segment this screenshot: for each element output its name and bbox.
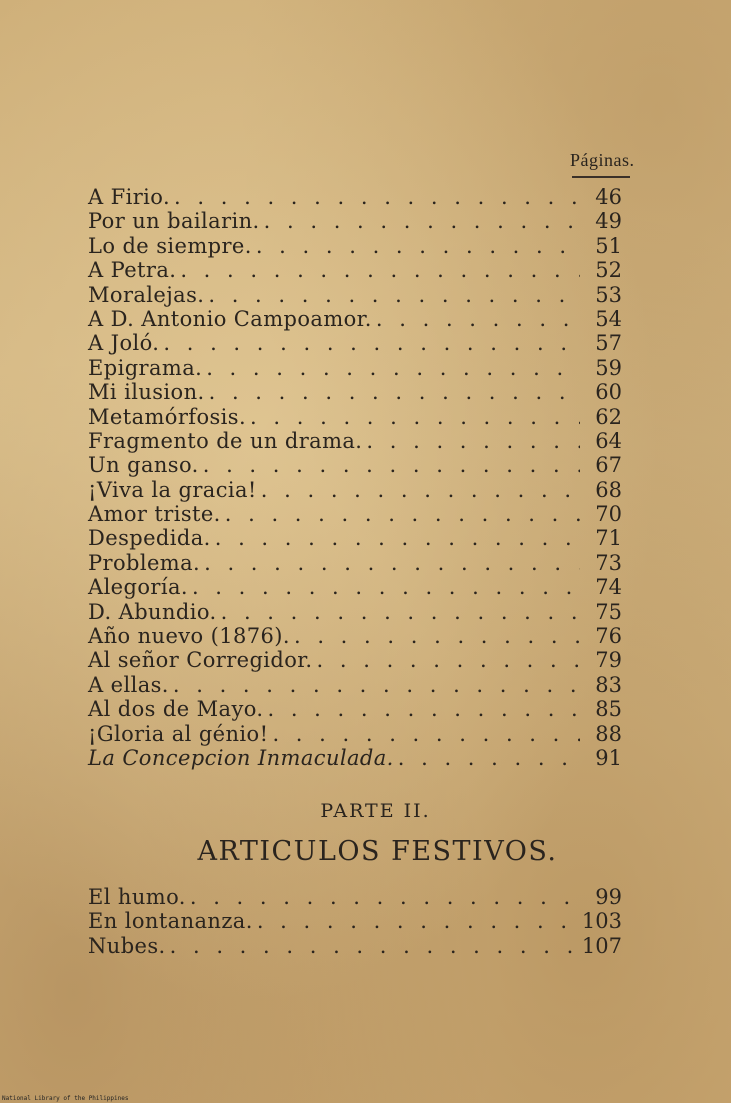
toc-entry	[88, 648, 622, 672]
toc-entry-page: 57	[595, 331, 622, 356]
toc-list-part-1	[88, 185, 622, 770]
toc-entry-title: Por un bailarin.	[88, 209, 260, 234]
toc-entry	[88, 551, 622, 575]
pages-header-rule	[572, 176, 630, 178]
toc-entry	[88, 722, 622, 746]
toc-entry-title: Un ganso.	[88, 453, 199, 478]
toc-entry-title: Al dos de Mayo.	[88, 697, 264, 722]
toc-leader-dots	[204, 551, 580, 575]
toc-entry-title: A ellas.	[88, 672, 169, 697]
toc-entry-page: 83	[595, 672, 622, 697]
toc-entry	[88, 673, 622, 697]
toc-entry-title: ¡Gloria al génio!	[88, 721, 269, 746]
toc-entry	[88, 429, 622, 453]
toc-entry	[88, 909, 622, 933]
toc-leader-dots	[206, 356, 580, 380]
toc-entry	[88, 356, 622, 380]
toc-leader-dots	[261, 478, 580, 502]
toc-leader-dots	[180, 258, 580, 282]
toc-entry-title: ¡Viva la gracia!	[88, 477, 257, 502]
toc-entry-title: Fragmento de un drama.	[88, 428, 363, 453]
toc-entry-title: D. Abundio.	[88, 599, 217, 624]
toc-leader-dots	[398, 746, 580, 770]
toc-leader-dots	[190, 885, 580, 909]
toc-leader-dots	[170, 934, 576, 958]
toc-leader-dots	[192, 575, 580, 599]
toc-leader-dots	[317, 648, 580, 672]
toc-entry	[88, 185, 622, 209]
toc-entry	[88, 600, 622, 624]
toc-entry	[88, 453, 622, 477]
toc-entry-page: 49	[595, 209, 622, 234]
toc-entry-page: 99	[595, 885, 622, 909]
toc-entry-page: 91	[595, 745, 622, 770]
toc-entry	[88, 526, 622, 550]
toc-entry-page: 76	[595, 624, 622, 649]
toc-leader-dots	[366, 429, 580, 453]
toc-entry	[88, 746, 622, 770]
toc-entry-page: 79	[595, 648, 622, 673]
toc-entry-title: Alegoría.	[88, 575, 188, 600]
toc-entry-page: 59	[595, 355, 622, 380]
toc-leader-dots	[256, 234, 580, 258]
toc-entry-page: 54	[595, 306, 622, 331]
toc-entry-title: Problema.	[88, 550, 201, 575]
toc-entry-title: La Concepcion Inmaculada.	[88, 745, 394, 770]
toc-entry	[88, 380, 622, 404]
pages-column-header: Páginas.	[570, 150, 635, 170]
toc-entry	[88, 209, 622, 233]
toc-entry-page: 53	[595, 282, 622, 307]
toc-entry	[88, 502, 622, 526]
toc-list-part-2	[88, 885, 622, 958]
toc-entry-title: Lo de siempre.	[88, 233, 252, 258]
toc-leader-dots	[272, 722, 580, 746]
toc-entry-title: Despedida.	[88, 526, 211, 551]
toc-entry	[88, 258, 622, 282]
toc-leader-dots	[203, 453, 580, 477]
toc-entry-title: A D. Antonio Campoamor.	[88, 306, 372, 331]
toc-entry-title: En lontananza.	[88, 909, 253, 934]
toc-entry	[88, 234, 622, 258]
toc-leader-dots	[163, 331, 580, 355]
toc-leader-dots	[264, 209, 580, 233]
toc-leader-dots	[376, 307, 580, 331]
toc-entry-title: El humo.	[88, 885, 186, 909]
toc-entry-title: A Joló.	[88, 331, 160, 356]
toc-leader-dots	[257, 909, 576, 933]
part-label: PARTE II.	[320, 800, 431, 822]
toc-entry-page: 62	[595, 404, 622, 429]
toc-entry	[88, 283, 622, 307]
toc-leader-dots	[221, 600, 580, 624]
toc-entry-page: 68	[595, 477, 622, 502]
toc-entry	[88, 307, 622, 331]
toc-entry-page: 88	[595, 721, 622, 746]
toc-leader-dots	[173, 673, 580, 697]
toc-entry	[88, 697, 622, 721]
toc-entry-page: 103	[581, 909, 622, 934]
toc-entry-page: 67	[595, 453, 622, 478]
toc-leader-dots	[294, 624, 580, 648]
toc-leader-dots	[267, 697, 580, 721]
toc-entry-page: 52	[595, 258, 622, 283]
toc-leader-dots	[208, 283, 580, 307]
toc-entry-title: A Firio.	[88, 185, 171, 209]
toc-entry-page: 71	[595, 526, 622, 551]
toc-entry-page: 73	[595, 550, 622, 575]
library-credit: National Library of the Philippines	[2, 1095, 129, 1102]
toc-entry	[88, 934, 622, 958]
toc-leader-dots	[215, 526, 580, 550]
toc-leader-dots	[225, 502, 580, 526]
toc-entry-title: Año nuevo (1876).	[88, 624, 290, 649]
toc-entry	[88, 575, 622, 599]
toc-entry-page: 60	[595, 380, 622, 405]
toc-entry-title: A Petra.	[88, 258, 177, 283]
toc-entry-title: Amor triste.	[88, 502, 221, 527]
toc-entry-page: 75	[595, 599, 622, 624]
toc-entry-title: Epigrama.	[88, 355, 203, 380]
toc-entry	[88, 885, 622, 909]
toc-entry-title: Metamórfosis.	[88, 404, 247, 429]
toc-entry-page: 74	[595, 575, 622, 600]
toc-entry	[88, 624, 622, 648]
section-title: ARTICULOS FESTIVOS.	[197, 836, 558, 867]
toc-entry	[88, 478, 622, 502]
toc-entry	[88, 405, 622, 429]
toc-entry-title: Al señor Corregidor.	[88, 648, 313, 673]
toc-entry-page: 51	[595, 233, 622, 258]
toc-entry	[88, 331, 622, 355]
toc-leader-dots	[209, 380, 580, 404]
toc-entry-page: 46	[595, 185, 622, 209]
toc-leader-dots	[174, 185, 580, 209]
toc-entry-page: 85	[595, 697, 622, 722]
toc-leader-dots	[250, 405, 580, 429]
toc-entry-page: 107	[581, 933, 622, 958]
toc-entry-title: Moralejas.	[88, 282, 205, 307]
toc-entry-page: 64	[595, 428, 622, 453]
toc-entry-title: Nubes.	[88, 933, 166, 958]
toc-entry-page: 70	[595, 502, 622, 527]
toc-entry-title: Mi ilusion.	[88, 380, 205, 405]
